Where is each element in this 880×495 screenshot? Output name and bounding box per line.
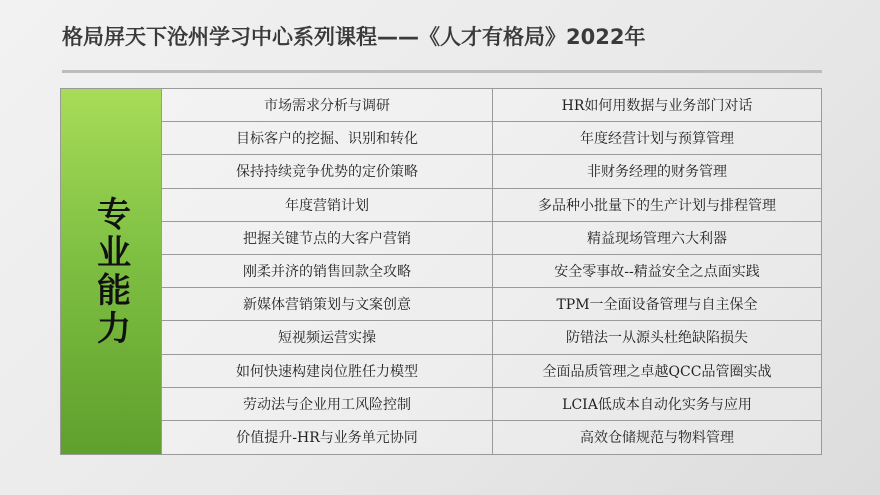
course-cell: 短视频运营实操 bbox=[162, 321, 492, 354]
course-cell: LCIA低成本自动化实务与应用 bbox=[493, 388, 821, 421]
course-cell: 非财务经理的财务管理 bbox=[493, 155, 821, 188]
course-cell: 如何快速构建岗位胜任力模型 bbox=[162, 355, 492, 388]
course-cell: TPM一全面设备管理与自主保全 bbox=[493, 288, 821, 321]
course-cell: 精益现场管理六大利器 bbox=[493, 222, 821, 255]
course-cell: 年度营销计划 bbox=[162, 189, 492, 222]
course-cell: 高效仓储规范与物料管理 bbox=[493, 421, 821, 454]
course-column-left bbox=[162, 89, 493, 454]
course-cell: 刚柔并济的销售回款全攻略 bbox=[162, 255, 492, 288]
course-cell: 目标客户的挖掘、识别和转化 bbox=[162, 122, 492, 155]
course-cell: 保持持续竞争优势的定价策略 bbox=[162, 155, 492, 188]
course-cell: 多品种小批量下的生产计划与排程管理 bbox=[493, 189, 821, 222]
course-cell: 把握关键节点的大客户营销 bbox=[162, 222, 492, 255]
course-cell: 劳动法与企业用工风险控制 bbox=[162, 388, 492, 421]
course-cell: 全面品质管理之卓越QCC品管圈实战 bbox=[493, 355, 821, 388]
course-cell: 防错法一从源头杜绝缺陷损失 bbox=[493, 321, 821, 354]
category-label: 专业能力 bbox=[90, 195, 131, 348]
course-cell: 新媒体营销策划与文案创意 bbox=[162, 288, 492, 321]
course-cell: 市场需求分析与调研 bbox=[162, 89, 492, 122]
course-cell: 安全零事故--精益安全之点面实践 bbox=[493, 255, 821, 288]
course-column-right bbox=[493, 89, 821, 454]
course-cell: 年度经营计划与预算管理 bbox=[493, 122, 821, 155]
course-table bbox=[60, 88, 822, 455]
page-title: 格局屏天下沧州学习中心系列课程——《人才有格局》2022年 bbox=[62, 25, 646, 49]
course-cell: 价值提升-HR与业务单元协同 bbox=[162, 421, 492, 454]
title-divider bbox=[62, 70, 822, 73]
course-cell: HR如何用数据与业务部门对话 bbox=[493, 89, 821, 122]
category-cell bbox=[61, 89, 162, 454]
